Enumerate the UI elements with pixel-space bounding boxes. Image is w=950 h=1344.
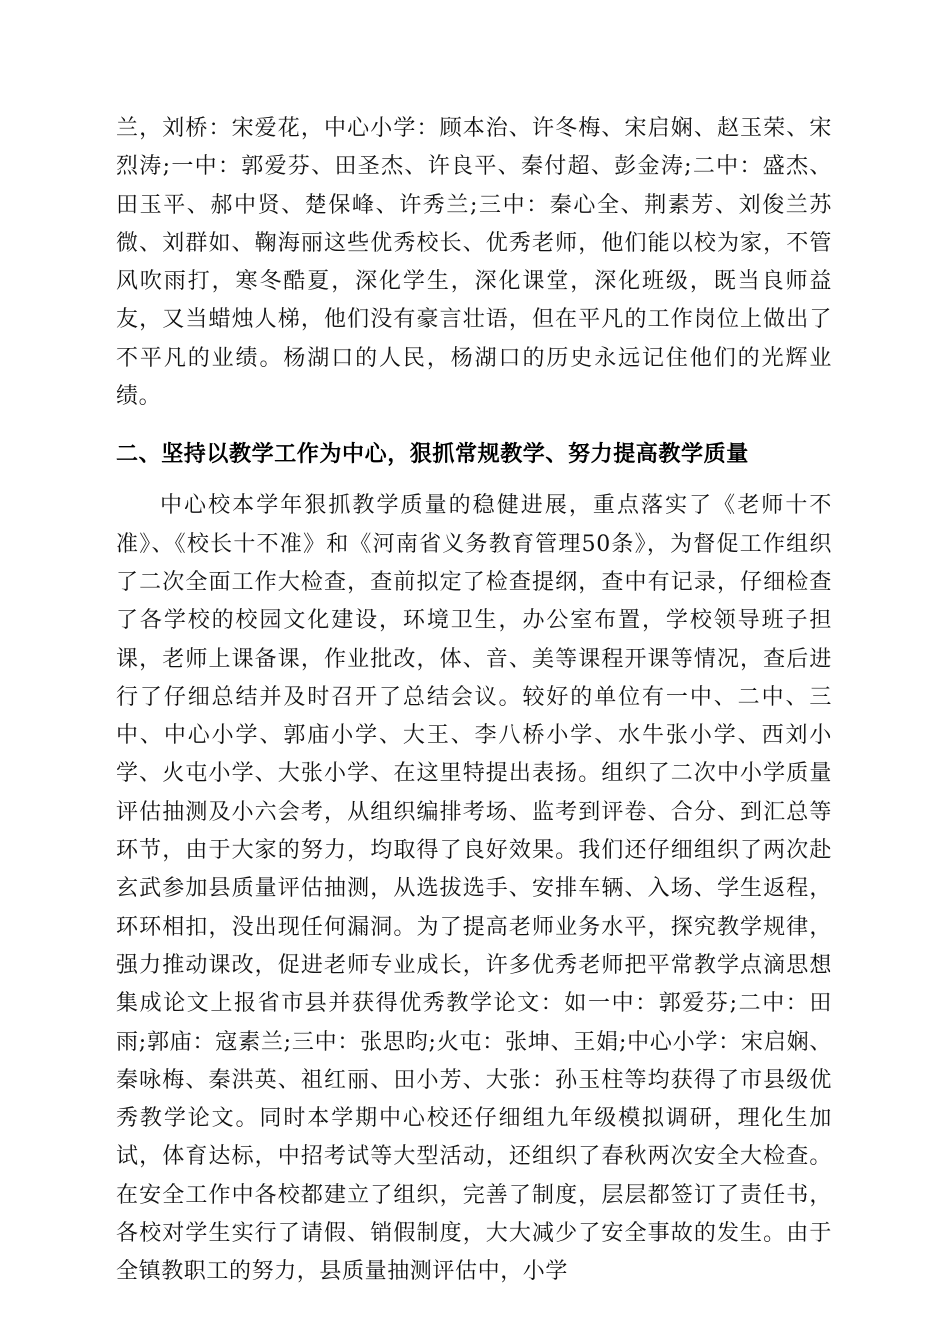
body-paragraph: 兰，刘桥：宋爱花，中心小学：顾本治、许冬梅、宋启娴、赵玉荣、宋烈涛;一中：郭爱芬、田圣杰、许良平、秦付超、彭金涛;二中：盛杰、田玉平、郝中贤、楚保峰、许秀兰;三中：秦心全、荆素芳、刘俊兰苏微、刘群如、鞠海丽这些优秀校长、优秀老师，他们能以校为家，不管风吹雨打，寒冬酷夏，深化学生，深化课堂，深化班级，既当良师益友，又当蜡烛人梯，他们没有豪言壮语，但在平凡的工作岗位上做出了不平凡的业绩。杨湖口的人民，杨湖口的历史永远记住他们的光辉业绩。 xyxy=(116,116,832,410)
section-heading: 二、坚持以教学工作为中心，狠抓常规教学、努力提高教学质量 xyxy=(116,442,749,468)
document-page xyxy=(116,110,832,1292)
body-paragraph: 中心校本学年狠抓教学质量的稳健进展，重点落实了《老师十不准》、《校长十不准》和《河南省义务教育管理50条》，为督促工作组织了二次全面工作大检查，查前拟定了检查提纲，查中有记录，仔细检查了各学校的校园文化建设，环境卫生，办公室布置，学校领导班子担课，老师上课备课，作业批改，体、音、美等课程开课等情况，查后进行了仔细总结并及时召开了总结会议。较好的单位有一中、二中、三中、中心小学、郭庙小学、大王、李八桥小学、水牛张小学、西刘小学、火屯小学、大张小学、在这里特提出表扬。组织了二次中小学质量评估抽测及小六会考，从组织编排考场、监考到评卷、合分、到汇总等环节，由于大家的努力，均取得了良好效果。我们还仔细组织了两次赴玄武参加县质量评估抽测，从选拔选手、安排车辆、入场、学生返程，环环相扣，没出现任何漏洞。为了提高老师业务水平，探究教学规律，强力推动课改，促进老师专业成长，许多优秀老师把平常教学点滴思想集成论文上报省市县并获得优秀教学论文：如一中：郭爱芬;二中：田雨;郭庙：寇素兰;三中：张思昀;火屯：张坤、王娟;中心小学：宋启娴、秦咏梅、秦洪英、祖红丽、田小芳、大张：孙玉柱等均获得了市县级优秀教学论文。同时本学期中心校还仔细组九年级模拟调研，理化生加试，体育达标，中招考试等大型活动，还组织了春秋两次安全大检查。在安全工作中各校都建立了组织，完善了制度，层层都签订了责任书，各校对学生实行了请假、销假制度，大大减少了安全事故的发生。由于全镇教职工的努力，县质量抽测评估中，小学 xyxy=(116,493,832,1285)
